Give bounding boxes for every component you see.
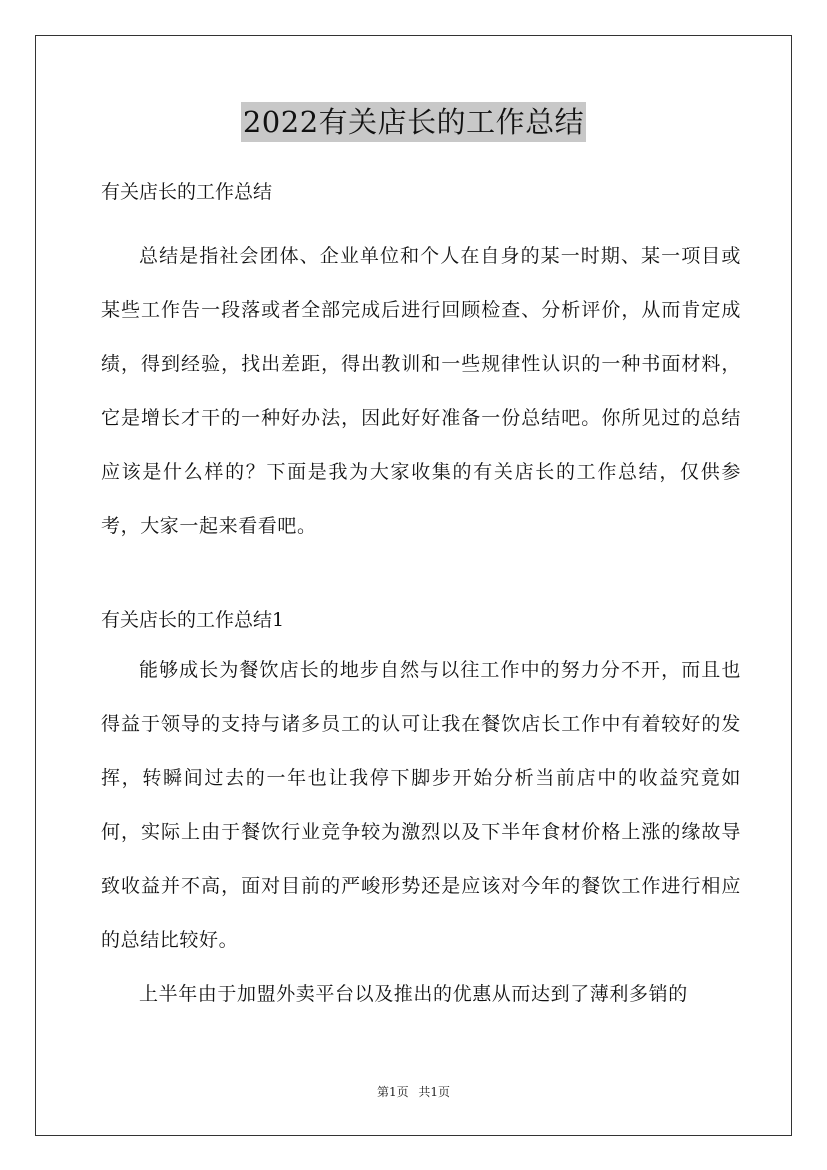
intro-heading: 有关店长的工作总结 (101, 181, 273, 203)
spacer (101, 553, 741, 601)
document-title: 2022有关店长的工作总结 (241, 102, 586, 142)
section1-paragraph-1: 能够成长为餐饮店长的地步自然与以往工作中的努力分不开，而且也得益于领导的支持与诸多员工的认可让我在餐饮店长工作中有着较好的发挥，转瞬间过去的一年也让我停下脚步开始分析当前店中的收益究竟如何，实际上由于餐饮行业竞争较为激烈以及下半年食材价格上涨的缘故导致收益并不高，面对目前的严峻形势还是应该对今年的餐饮工作进行相应的总结比较好。 (101, 659, 741, 951)
spacer (101, 211, 741, 229)
document-body (101, 173, 741, 1021)
page-number: 第1页 (376, 1085, 409, 1099)
title-container (0, 102, 827, 142)
page-total: 共1页 (418, 1085, 451, 1099)
intro-paragraph: 总结是指社会团体、企业单位和个人在自身的某一时期、某一项目或某些工作告一段落或者全部完成后进行回顾检查、分析评价，从而肯定成绩，得到经验，找出差距，得出教训和一些规律性认识的一种书面材料，它是增长才干的一种好办法，因此好好准备一份总结吧。你所见过的总结应该是什么样的？下面是我为大家收集的有关店长的工作总结，仅供参考，大家一起来看看吧。 (101, 245, 741, 537)
section1-paragraph-2: 上半年由于加盟外卖平台以及推出的优惠从而达到了薄利多销的 (139, 983, 688, 1005)
page-footer (0, 1084, 827, 1100)
section1-heading: 有关店长的工作总结1 (101, 609, 285, 631)
